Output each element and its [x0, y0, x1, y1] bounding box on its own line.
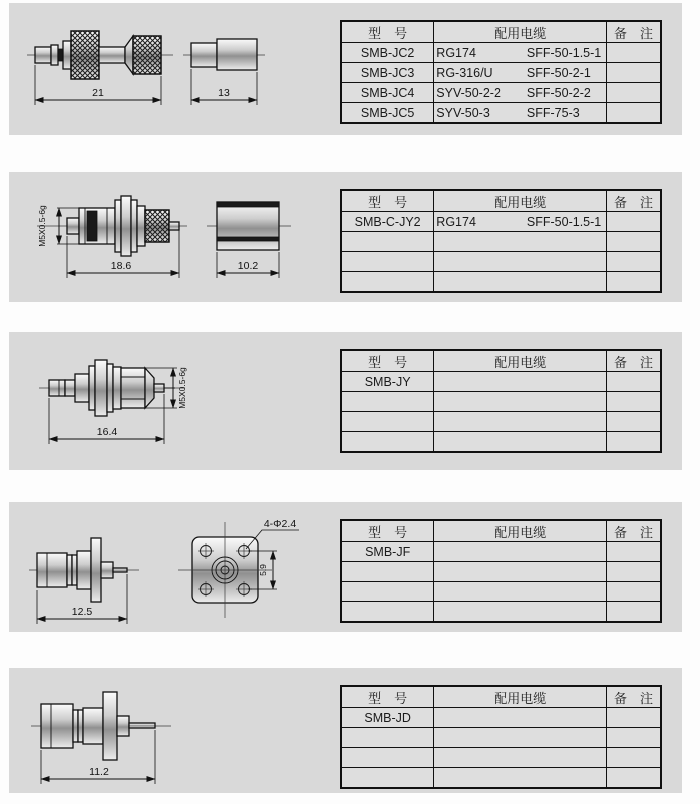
cable-value-1: RG174: [436, 214, 476, 229]
col-header-model: 型 号: [341, 21, 434, 43]
cable-cell: [434, 602, 607, 623]
remark-cell: [607, 748, 661, 768]
header-row: [341, 686, 661, 708]
col-header-remark: 备 注: [607, 520, 661, 542]
cable-value-2: SFF-50-1.5-1: [526, 45, 602, 60]
col-header-model: 型 号: [341, 350, 434, 372]
spec-table-smb-jf: [340, 519, 662, 623]
table-row: [341, 63, 661, 83]
model-cell: [341, 562, 434, 582]
cable-value-1: RG-316/U: [436, 65, 493, 80]
spec-table-smb-jc: [340, 20, 662, 124]
col-header-model: 型 号: [341, 190, 434, 212]
table-row: [341, 83, 661, 103]
cable-cell: [434, 83, 607, 103]
table-row: [341, 392, 661, 412]
remark-cell: [607, 542, 661, 562]
technical-drawing-smb-jd: [15, 668, 337, 793]
model-cell: SMB-JC3: [341, 63, 434, 83]
cable-cell: [434, 43, 607, 63]
table-row: [341, 582, 661, 602]
model-cell: SMB-C-JY2: [341, 212, 434, 232]
col-header-model: 型 号: [341, 520, 434, 542]
dimension-label: 18.6: [110, 260, 132, 272]
table-row: [341, 748, 661, 768]
technical-drawing-smb-jc: [15, 3, 337, 135]
technical-drawing-smb-c-jy2: [15, 172, 337, 302]
table-row: [341, 43, 661, 63]
col-header-remark: 备 注: [607, 686, 661, 708]
model-cell: SMB-JC4: [341, 83, 434, 103]
cable-cell: [434, 542, 607, 562]
model-cell: [341, 432, 434, 453]
cable-cell: [434, 212, 607, 232]
connector-side-view-drawing: [15, 668, 337, 793]
remark-cell: [607, 83, 661, 103]
remark-cell: [607, 232, 661, 252]
model-cell: [341, 272, 434, 293]
model-cell: [341, 768, 434, 789]
connector-side-view-drawing: [15, 172, 337, 302]
dimension-label: 21: [92, 87, 104, 99]
cable-cell: [434, 232, 607, 252]
model-cell: SMB-JC5: [341, 103, 434, 124]
table-row: [341, 728, 661, 748]
remark-cell: [607, 708, 661, 728]
technical-drawing-smb-jf: [15, 502, 337, 632]
remark-cell: [607, 768, 661, 789]
cable-cell: [434, 582, 607, 602]
model-cell: [341, 748, 434, 768]
table-row: [341, 412, 661, 432]
cable-value-1: SYV-50-2-2: [436, 85, 501, 100]
technical-drawing-smb-jy: [15, 332, 337, 470]
remark-cell: [607, 582, 661, 602]
cable-value-1: RG174: [436, 45, 476, 60]
col-header-cable: 配用电缆: [434, 520, 607, 542]
remark-cell: [607, 562, 661, 582]
dimension-label: 13: [218, 87, 230, 99]
remark-cell: [607, 602, 661, 623]
model-cell: [341, 412, 434, 432]
col-header-cable: 配用电缆: [434, 350, 607, 372]
cable-cell: [434, 562, 607, 582]
remark-cell: [607, 392, 661, 412]
table-row: [341, 212, 661, 232]
connector-side-view-drawing: [15, 3, 337, 135]
cable-value-2: SFF-50-1.5-1: [526, 214, 602, 229]
model-cell: [341, 392, 434, 412]
product-section-smb-jd: [9, 668, 682, 793]
model-cell: [341, 602, 434, 623]
remark-cell: [607, 63, 661, 83]
table-row: [341, 372, 661, 392]
model-cell: SMB-JD: [341, 708, 434, 728]
product-section-smb-jc: [9, 3, 682, 135]
remark-cell: [607, 103, 661, 124]
cable-value-2: SFF-50-2-2: [526, 85, 591, 100]
header-row: [341, 190, 661, 212]
thread-spec-label: M5X0.5-6g: [177, 367, 187, 409]
col-header-cable: 配用电缆: [434, 686, 607, 708]
product-section-smb-jf: [9, 502, 682, 632]
cable-cell: [434, 272, 607, 293]
header-row: [341, 21, 661, 43]
thread-spec-label: M5X0.5-6g: [37, 205, 47, 247]
cable-value-2: SFF-50-2-1: [526, 65, 591, 80]
spec-table-smb-c-jy2: [340, 189, 662, 293]
table-row: [341, 252, 661, 272]
table-row: [341, 768, 661, 789]
cable-cell: [434, 708, 607, 728]
table-row: [341, 602, 661, 623]
cable-cell: [434, 372, 607, 392]
cable-cell: [434, 768, 607, 789]
dimension-label: 11.2: [89, 766, 109, 778]
remark-cell: [607, 372, 661, 392]
table-row: [341, 562, 661, 582]
table-row: [341, 232, 661, 252]
cable-cell: [434, 392, 607, 412]
product-section-smb-c-jy2: [9, 172, 682, 302]
remark-cell: [607, 43, 661, 63]
table-row: [341, 272, 661, 293]
model-cell: SMB-JC2: [341, 43, 434, 63]
remark-cell: [607, 252, 661, 272]
remark-cell: [607, 432, 661, 453]
cable-value-1: SYV-50-3: [436, 105, 490, 120]
header-row: [341, 520, 661, 542]
dimension-label: 5.9: [258, 564, 268, 576]
col-header-remark: 备 注: [607, 21, 661, 43]
col-header-remark: 备 注: [607, 190, 661, 212]
table-row: [341, 432, 661, 453]
hole-callout-label: 4-Φ2.4: [263, 518, 297, 530]
spec-table-smb-jy: [340, 349, 662, 453]
model-cell: [341, 252, 434, 272]
dimension-label: 12.5: [71, 606, 93, 618]
model-cell: SMB-JY: [341, 372, 434, 392]
cable-cell: [434, 412, 607, 432]
model-cell: [341, 582, 434, 602]
cable-cell: [434, 432, 607, 453]
cable-value-2: SFF-75-3: [526, 105, 580, 120]
col-header-remark: 备 注: [607, 350, 661, 372]
spec-table-smb-jd: [340, 685, 662, 789]
header-row: [341, 350, 661, 372]
cable-cell: [434, 103, 607, 124]
model-cell: [341, 232, 434, 252]
col-header-cable: 配用电缆: [434, 21, 607, 43]
col-header-model: 型 号: [341, 686, 434, 708]
dimension-label: 10.2: [237, 260, 259, 272]
table-row: [341, 708, 661, 728]
col-header-cable: 配用电缆: [434, 190, 607, 212]
cable-cell: [434, 63, 607, 83]
table-row: [341, 542, 661, 562]
remark-cell: [607, 728, 661, 748]
table-row: [341, 103, 661, 124]
remark-cell: [607, 272, 661, 293]
model-cell: SMB-JF: [341, 542, 434, 562]
connector-side-and-front-view-drawing: [15, 502, 337, 632]
cable-cell: [434, 728, 607, 748]
cable-cell: [434, 252, 607, 272]
remark-cell: [607, 212, 661, 232]
product-section-smb-jy: [9, 332, 682, 470]
remark-cell: [607, 412, 661, 432]
dimension-label: 16.4: [96, 426, 118, 438]
model-cell: [341, 728, 434, 748]
connector-side-view-drawing: [15, 332, 337, 470]
cable-cell: [434, 748, 607, 768]
